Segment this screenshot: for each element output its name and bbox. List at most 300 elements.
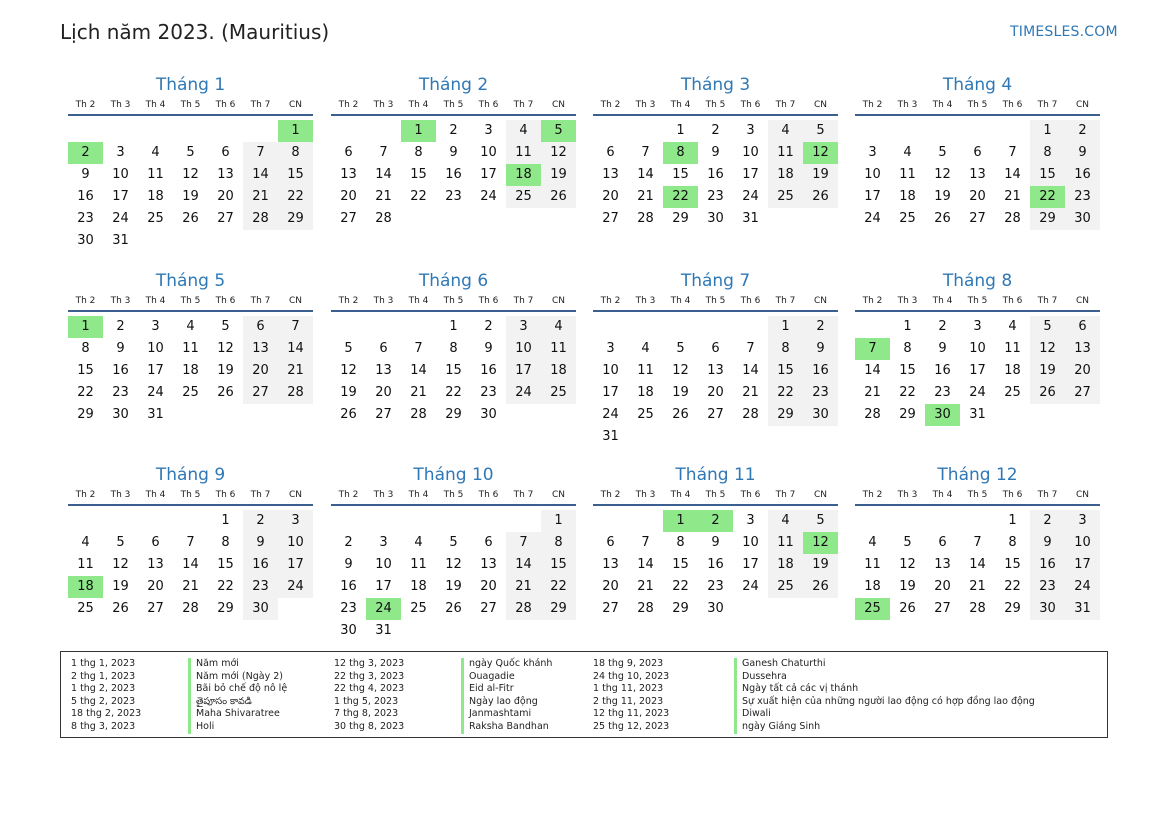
day-cell: 8 (903, 341, 912, 356)
day-cell: 25 (182, 385, 199, 400)
holiday-name: Ngày lao động (461, 696, 552, 709)
holiday-day-cell: 25 (855, 598, 890, 620)
day-cell: 19 (340, 385, 357, 400)
holiday-date: 1 thg 5, 2023 (334, 695, 399, 707)
day-cell: 23 (340, 601, 357, 616)
empty-cell (663, 316, 698, 338)
day-cell: 9 (1030, 532, 1065, 554)
day-cell: 15 (77, 363, 94, 378)
month-title: Tháng 9 (155, 465, 226, 485)
day-cell: 13 (969, 167, 986, 182)
day-cell: 15 (278, 164, 313, 186)
day-cell: 11 (77, 557, 94, 572)
day-grid (855, 510, 1100, 620)
weekday-label: CN (813, 296, 828, 306)
day-cell: 29 (278, 208, 313, 230)
weekday-label: Th 4 (932, 100, 953, 110)
month-title: Tháng 1 (155, 75, 226, 95)
weekday-header (593, 100, 838, 116)
day-cell: 2 (711, 123, 720, 138)
day-cell: 30 (1065, 208, 1100, 230)
day-cell: 13 (375, 363, 392, 378)
day-grid (855, 316, 1100, 426)
day-cell: 12 (182, 167, 199, 182)
month-title: Tháng 6 (418, 271, 489, 291)
holiday-day-cell: 8 (663, 142, 698, 164)
empty-cell (733, 316, 768, 338)
day-cell: 28 (864, 407, 881, 422)
weekday-label: Th 5 (967, 100, 988, 110)
day-cell: 8 (676, 535, 685, 550)
legend-date-column (71, 658, 141, 734)
day-cell: 22 (541, 576, 576, 598)
month-title: Tháng 3 (680, 75, 751, 95)
day-cell: 25 (1004, 385, 1021, 400)
day-cell: 9 (803, 338, 838, 360)
day-cell: 19 (934, 189, 951, 204)
day-cell: 18 (899, 189, 916, 204)
day-cell: 25 (77, 601, 94, 616)
holiday-day-cell: 12 (803, 532, 838, 554)
day-cell: 29 (768, 404, 803, 426)
day-cell: 28 (742, 407, 759, 422)
empty-cell (855, 120, 890, 142)
holiday-date: 30 thg 8, 2023 (334, 720, 405, 732)
weekday-label: Th 6 (215, 100, 236, 110)
day-cell: 11 (410, 557, 427, 572)
day-cell: 22 (445, 385, 462, 400)
day-cell: 14 (969, 557, 986, 572)
day-cell: 27 (602, 211, 619, 226)
day-cell: 17 (864, 189, 881, 204)
day-cell: 9 (243, 532, 278, 554)
day-cell: 26 (112, 601, 129, 616)
weekday-label: Th 5 (705, 296, 726, 306)
day-cell: 20 (147, 579, 164, 594)
day-cell: 7 (1008, 145, 1017, 160)
day-cell: 10 (480, 145, 497, 160)
day-cell: 2 (449, 123, 458, 138)
day-cell: 18 (768, 164, 803, 186)
weekday-label: Th 3 (635, 296, 656, 306)
day-cell: 21 (1004, 189, 1021, 204)
day-cell: 8 (1030, 142, 1065, 164)
weekday-label: Th 7 (1037, 296, 1058, 306)
empty-cell (890, 120, 925, 142)
holiday-day-cell: 5 (541, 120, 576, 142)
weekday-header (68, 490, 313, 506)
holiday-date: 18 thg 2, 2023 (71, 708, 142, 720)
day-cell: 3 (151, 319, 160, 334)
weekday-label: Th 5 (705, 490, 726, 500)
day-cell: 9 (81, 167, 90, 182)
holiday-name: Dussehra (734, 671, 1035, 684)
weekday-label: Th 6 (1002, 100, 1023, 110)
holiday-day-cell: 30 (925, 404, 960, 426)
day-cell: 20 (934, 579, 951, 594)
day-cell: 6 (606, 145, 615, 160)
day-cell: 19 (182, 189, 199, 204)
day-cell: 17 (147, 363, 164, 378)
month-title: Tháng 12 (937, 465, 1018, 485)
weekday-label: Th 4 (932, 296, 953, 306)
day-cell: 15 (768, 360, 803, 382)
weekday-label: Th 6 (478, 296, 499, 306)
day-cell: 26 (934, 211, 951, 226)
weekday-header (855, 296, 1100, 312)
weekday-label: Th 3 (110, 100, 131, 110)
weekday-label: CN (813, 100, 828, 110)
weekday-label: Th 6 (478, 490, 499, 500)
day-cell: 14 (410, 363, 427, 378)
day-cell: 7 (379, 145, 388, 160)
empty-cell (103, 510, 138, 532)
month-4 (855, 75, 1100, 230)
day-cell: 17 (278, 554, 313, 576)
day-cell: 15 (445, 363, 462, 378)
day-cell: 18 (864, 579, 881, 594)
day-cell: 14 (637, 557, 654, 572)
day-cell: 26 (803, 576, 838, 598)
empty-cell (855, 510, 890, 532)
holiday-date: 12 thg 11, 2023 (593, 708, 670, 720)
day-cell: 11 (899, 167, 916, 182)
day-cell: 31 (1065, 598, 1100, 620)
day-cell: 12 (672, 363, 689, 378)
weekday-label: Th 6 (1002, 490, 1023, 500)
holiday-day-cell: 1 (401, 120, 436, 142)
day-cell: 7 (414, 341, 423, 356)
empty-cell (698, 316, 733, 338)
day-cell: 20 (969, 189, 986, 204)
day-cell: 13 (707, 363, 724, 378)
weekday-label: Th 3 (373, 296, 394, 306)
day-cell: 30 (707, 601, 724, 616)
day-cell: 7 (641, 535, 650, 550)
holiday-day-cell: 18 (506, 164, 541, 186)
day-cell: 17 (742, 557, 759, 572)
day-grid (68, 120, 313, 252)
day-cell: 18 (182, 363, 199, 378)
day-cell: 6 (243, 316, 278, 338)
day-cell: 28 (506, 598, 541, 620)
weekday-label: Th 3 (110, 490, 131, 500)
day-cell: 22 (410, 189, 427, 204)
empty-cell (593, 120, 628, 142)
day-cell: 16 (480, 363, 497, 378)
day-cell: 20 (602, 189, 619, 204)
weekday-header (331, 490, 576, 506)
day-cell: 30 (803, 404, 838, 426)
month-title: Tháng 7 (680, 271, 751, 291)
day-cell: 1 (1008, 513, 1017, 528)
day-cell: 20 (602, 579, 619, 594)
day-cell: 19 (217, 363, 234, 378)
day-cell: 23 (112, 385, 129, 400)
day-cell: 26 (1030, 382, 1065, 404)
day-cell: 17 (480, 167, 497, 182)
month-10 (331, 465, 576, 642)
weekday-label: Th 6 (740, 490, 761, 500)
holiday-date: 1 thg 11, 2023 (593, 683, 664, 695)
day-cell: 6 (1065, 316, 1100, 338)
holiday-date: 2 thg 1, 2023 (71, 670, 136, 682)
day-cell: 1 (676, 123, 685, 138)
holiday-date: 22 thg 3, 2023 (334, 670, 405, 682)
holiday-day-cell: 22 (663, 186, 698, 208)
day-cell: 28 (375, 211, 392, 226)
month-2 (331, 75, 576, 230)
holiday-day-cell: 12 (803, 142, 838, 164)
day-cell: 17 (112, 189, 129, 204)
day-cell: 27 (969, 211, 986, 226)
weekday-header (331, 100, 576, 116)
holiday-date: 1 thg 1, 2023 (71, 658, 136, 669)
day-cell: 3 (506, 316, 541, 338)
day-cell: 4 (641, 341, 650, 356)
day-cell: 20 (480, 579, 497, 594)
day-cell: 7 (746, 341, 755, 356)
day-cell: 15 (541, 554, 576, 576)
month-7 (593, 271, 838, 448)
empty-cell (436, 510, 471, 532)
day-cell: 13 (480, 557, 497, 572)
day-cell: 11 (637, 363, 654, 378)
day-cell: 11 (506, 142, 541, 164)
day-cell: 19 (672, 385, 689, 400)
day-cell: 22 (672, 579, 689, 594)
day-cell: 12 (340, 363, 357, 378)
day-cell: 18 (147, 189, 164, 204)
month-1 (68, 75, 313, 252)
day-cell: 21 (278, 360, 313, 382)
weekday-label: Th 3 (110, 296, 131, 306)
day-cell: 20 (375, 385, 392, 400)
holiday-name: Diwali (734, 708, 1035, 721)
day-grid (331, 510, 576, 642)
holiday-date: 24 thg 10, 2023 (593, 670, 670, 682)
weekday-label: CN (288, 296, 303, 306)
day-cell: 9 (484, 341, 493, 356)
day-cell: 10 (969, 341, 986, 356)
day-cell: 3 (278, 510, 313, 532)
holiday-date: 1 thg 2, 2023 (71, 683, 136, 695)
day-cell: 29 (1004, 601, 1021, 616)
day-cell: 26 (182, 211, 199, 226)
holiday-date: 12 thg 3, 2023 (334, 658, 405, 669)
day-cell: 13 (602, 167, 619, 182)
day-cell: 13 (602, 557, 619, 572)
weekday-label: Th 2 (338, 490, 359, 500)
holiday-name: Raksha Bandhan (461, 721, 552, 734)
holiday-name: Janmashtami (461, 708, 552, 721)
day-cell: 26 (672, 407, 689, 422)
day-cell: 23 (803, 382, 838, 404)
weekday-label: Th 4 (145, 296, 166, 306)
holiday-day-cell: 1 (278, 120, 313, 142)
weekday-label: Th 3 (897, 490, 918, 500)
empty-cell (593, 316, 628, 338)
day-cell: 25 (899, 211, 916, 226)
day-cell: 27 (480, 601, 497, 616)
empty-cell (331, 510, 366, 532)
day-cell: 27 (707, 407, 724, 422)
day-cell: 30 (112, 407, 129, 422)
weekday-header (68, 296, 313, 312)
weekday-label: Th 2 (862, 296, 883, 306)
day-cell: 22 (77, 385, 94, 400)
day-cell: 1 (541, 510, 576, 532)
day-cell: 25 (768, 186, 803, 208)
day-cell: 22 (278, 186, 313, 208)
day-cell: 12 (541, 142, 576, 164)
day-cell: 16 (243, 554, 278, 576)
day-cell: 9 (711, 145, 720, 160)
empty-cell (208, 120, 243, 142)
weekday-label: Th 4 (145, 100, 166, 110)
day-cell: 29 (899, 407, 916, 422)
holiday-day-cell: 1 (68, 316, 103, 338)
day-cell: 25 (541, 382, 576, 404)
day-cell: 29 (541, 598, 576, 620)
day-cell: 23 (480, 385, 497, 400)
day-cell: 3 (484, 123, 493, 138)
day-cell: 17 (742, 167, 759, 182)
day-cell: 9 (344, 557, 353, 572)
holiday-name: Năm mới (188, 658, 287, 671)
day-cell: 26 (340, 407, 357, 422)
day-cell: 15 (899, 363, 916, 378)
weekday-label: Th 5 (443, 490, 464, 500)
day-cell: 8 (278, 142, 313, 164)
weekday-label: Th 5 (180, 296, 201, 306)
weekday-label: Th 7 (513, 490, 534, 500)
day-cell: 21 (637, 189, 654, 204)
day-cell: 18 (768, 554, 803, 576)
day-cell: 7 (243, 142, 278, 164)
day-cell: 1 (1030, 120, 1065, 142)
empty-cell (593, 510, 628, 532)
day-cell: 17 (602, 385, 619, 400)
day-cell: 24 (1065, 576, 1100, 598)
weekday-label: Th 3 (897, 100, 918, 110)
day-cell: 25 (410, 601, 427, 616)
legend-date-column (334, 658, 404, 734)
legend-date-column (593, 658, 669, 734)
day-cell: 2 (803, 316, 838, 338)
day-cell: 10 (506, 338, 541, 360)
day-cell: 28 (969, 601, 986, 616)
day-cell: 3 (606, 341, 615, 356)
weekday-label: Th 6 (215, 490, 236, 500)
day-cell: 20 (340, 189, 357, 204)
holiday-name: Năm mới (Ngày 2) (188, 671, 287, 684)
holiday-day-cell: 22 (1030, 186, 1065, 208)
day-cell: 16 (77, 189, 94, 204)
day-cell: 21 (637, 579, 654, 594)
day-cell: 5 (221, 319, 230, 334)
empty-cell (68, 510, 103, 532)
legend-name-column (188, 658, 287, 734)
day-cell: 29 (672, 601, 689, 616)
day-cell: 26 (445, 601, 462, 616)
day-cell: 28 (637, 601, 654, 616)
holiday-day-cell: 2 (698, 510, 733, 532)
day-cell: 4 (541, 316, 576, 338)
day-cell: 1 (449, 319, 458, 334)
day-cell: 21 (742, 385, 759, 400)
day-cell: 24 (506, 382, 541, 404)
day-cell: 10 (864, 167, 881, 182)
holiday-name: Eid al-Fitr (461, 683, 552, 696)
day-cell: 6 (711, 341, 720, 356)
holiday-date: 5 thg 2, 2023 (71, 695, 136, 707)
day-cell: 12 (934, 167, 951, 182)
empty-cell (331, 120, 366, 142)
holiday-name: ngày Giáng Sinh (734, 721, 1035, 734)
day-cell: 21 (182, 579, 199, 594)
day-cell: 13 (147, 557, 164, 572)
day-cell: 22 (768, 382, 803, 404)
day-cell: 27 (147, 601, 164, 616)
weekday-label: Th 7 (1037, 490, 1058, 500)
day-cell: 5 (903, 535, 912, 550)
weekday-label: Th 7 (775, 100, 796, 110)
day-cell: 29 (672, 211, 689, 226)
day-cell: 24 (278, 576, 313, 598)
day-cell: 30 (1030, 598, 1065, 620)
day-cell: 28 (1004, 211, 1021, 226)
site-brand-link[interactable]: TIMESLES.COM (1010, 24, 1118, 40)
day-cell: 17 (969, 363, 986, 378)
holiday-date: 25 thg 12, 2023 (593, 720, 670, 732)
day-cell: 24 (864, 211, 881, 226)
day-cell: 9 (449, 145, 458, 160)
day-cell: 29 (1030, 208, 1065, 230)
day-cell: 10 (112, 167, 129, 182)
day-cell: 24 (969, 385, 986, 400)
weekday-label: CN (1075, 490, 1090, 500)
holiday-day-cell: 7 (855, 338, 890, 360)
weekday-label: Th 4 (932, 490, 953, 500)
weekday-header (68, 100, 313, 116)
day-cell: 18 (541, 360, 576, 382)
day-cell: 17 (1065, 554, 1100, 576)
holiday-legend (60, 651, 1108, 738)
day-cell: 3 (746, 123, 755, 138)
day-cell: 19 (803, 554, 838, 576)
day-cell: 30 (707, 211, 724, 226)
day-cell: 4 (151, 145, 160, 160)
day-cell: 5 (676, 341, 685, 356)
weekday-label: Th 7 (1037, 100, 1058, 110)
holiday-day-cell: 1 (663, 510, 698, 532)
day-cell: 3 (973, 319, 982, 334)
day-cell: 5 (116, 535, 125, 550)
day-cell: 15 (1030, 164, 1065, 186)
empty-cell (138, 510, 173, 532)
month-9 (68, 465, 313, 620)
day-cell: 15 (672, 557, 689, 572)
day-cell: 5 (449, 535, 458, 550)
day-cell: 2 (1030, 510, 1065, 532)
day-cell: 9 (711, 535, 720, 550)
day-cell: 21 (410, 385, 427, 400)
weekday-label: Th 3 (897, 296, 918, 306)
day-cell: 27 (243, 382, 278, 404)
weekday-label: Th 2 (338, 100, 359, 110)
weekday-label: Th 2 (862, 490, 883, 500)
